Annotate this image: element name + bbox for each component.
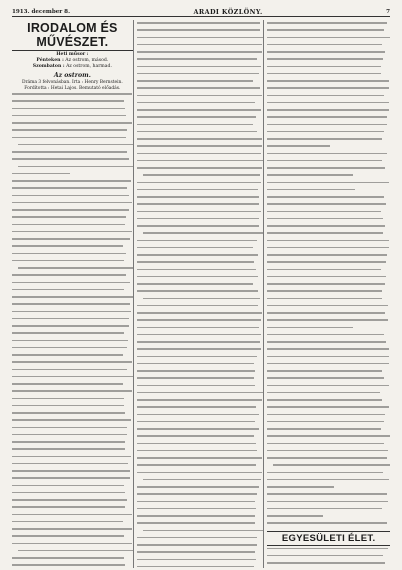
text-line (137, 58, 264, 63)
schedule-line-2: Szombaton : Az ostrom, harmad. (32, 64, 112, 69)
text-line (12, 354, 133, 359)
society-section-title: EGYESÜLETI ÉLET. (267, 531, 390, 546)
text-line (137, 472, 264, 477)
text-line (267, 203, 390, 208)
text-line (137, 464, 264, 469)
text-line (267, 356, 390, 361)
text-line (267, 225, 390, 230)
text-line (12, 303, 133, 308)
text-line (267, 334, 390, 339)
text-line (12, 115, 133, 120)
text-line (267, 160, 390, 165)
columns (12, 20, 390, 568)
text-line (267, 73, 390, 78)
text-line (137, 124, 264, 129)
text-line (12, 158, 133, 163)
running-header (12, 7, 390, 17)
text-line (267, 464, 390, 469)
text-line (137, 530, 264, 535)
text-line (267, 555, 390, 560)
text-line (12, 427, 133, 432)
text-line (12, 325, 133, 330)
text-line (267, 22, 390, 27)
text-line (137, 203, 264, 208)
text-line (267, 363, 390, 368)
text-line (12, 332, 133, 337)
text-line (12, 137, 133, 142)
review-credit: Dráma 3 felvonásban. Irta : Henry Bernstein. Fordította : Hetai Lajos. Bemutató előadás. (21, 80, 123, 91)
text-line (267, 109, 390, 114)
text-line (267, 472, 390, 477)
text-line (267, 269, 390, 274)
text-line (137, 399, 264, 404)
text-line (137, 493, 264, 498)
text-line (12, 492, 133, 497)
right-body-text-bottom (267, 548, 390, 569)
text-line (137, 51, 264, 56)
text-line (137, 269, 264, 274)
text-line (137, 73, 264, 78)
text-line (267, 116, 390, 121)
text-line (267, 189, 390, 194)
column-left (12, 20, 133, 568)
text-line (137, 421, 264, 426)
text-line (267, 51, 390, 56)
text-line (137, 443, 264, 448)
text-line (137, 131, 264, 136)
text-line (12, 274, 133, 279)
text-line (267, 548, 390, 553)
text-line (267, 428, 390, 433)
text-line (267, 508, 390, 513)
text-line (267, 414, 390, 419)
text-line (12, 289, 133, 294)
text-line (267, 486, 390, 491)
text-line (267, 327, 390, 332)
text-line (137, 377, 264, 382)
text-line (267, 153, 390, 158)
text-line (12, 535, 133, 540)
text-line (137, 189, 264, 194)
text-line (267, 562, 390, 567)
text-line (137, 95, 264, 100)
text-line (137, 544, 264, 549)
text-line (137, 102, 264, 107)
text-line (267, 276, 390, 281)
text-line (137, 87, 264, 92)
text-line (137, 566, 264, 568)
middle-body-text (137, 22, 264, 568)
text-line (12, 108, 133, 113)
text-line (137, 44, 264, 49)
text-line (12, 180, 133, 185)
text-line (267, 283, 390, 288)
text-line (12, 463, 133, 468)
text-line (12, 253, 133, 258)
text-line (267, 44, 390, 49)
text-line (12, 390, 133, 395)
text-line (137, 298, 264, 303)
text-line (267, 196, 390, 201)
paper-title: ARADI KÖZLÖNY. (193, 7, 263, 16)
text-line (267, 443, 390, 448)
text-line (137, 109, 264, 114)
text-line (12, 521, 133, 526)
text-line (267, 240, 390, 245)
text-line (137, 537, 264, 542)
text-line (12, 369, 133, 374)
text-line (12, 151, 133, 156)
text-line (267, 435, 390, 440)
text-line (137, 450, 264, 455)
schedule-line-1: Pénteken : Az ostrom, másod. (36, 58, 109, 63)
text-line (137, 196, 264, 201)
text-line (12, 528, 133, 533)
text-line (267, 167, 390, 172)
text-line (137, 370, 264, 375)
text-line (267, 138, 390, 143)
text-line (137, 457, 264, 462)
text-line (12, 187, 133, 192)
text-line (12, 216, 133, 221)
text-line (137, 145, 264, 150)
text-line (12, 93, 133, 98)
text-line (267, 174, 390, 179)
text-line (137, 334, 264, 339)
text-line (267, 392, 390, 397)
text-line (267, 80, 390, 85)
text-line (267, 305, 390, 310)
text-line (137, 174, 264, 179)
text-line (12, 376, 133, 381)
text-line (137, 501, 264, 506)
text-line (137, 508, 264, 513)
text-line (12, 477, 133, 482)
text-line (267, 450, 390, 455)
text-line (137, 232, 264, 237)
text-line (137, 414, 264, 419)
text-line (12, 260, 133, 265)
text-line (267, 522, 390, 527)
column-middle (133, 20, 264, 568)
text-line (267, 29, 390, 34)
text-line (267, 131, 390, 136)
text-line (12, 231, 133, 236)
text-line (267, 406, 390, 411)
text-line (12, 224, 133, 229)
text-line (12, 166, 133, 171)
text-line (267, 501, 390, 506)
text-line (137, 211, 264, 216)
text-line (12, 412, 133, 417)
text-line (12, 173, 133, 178)
text-line (137, 261, 264, 266)
text-line (12, 550, 133, 555)
page-number: 7 (386, 8, 390, 15)
text-line (12, 195, 133, 200)
text-line (12, 557, 133, 562)
arts-section-title: IRODALOM ÉS MŰVÉSZET. (12, 21, 133, 51)
text-line (267, 385, 390, 390)
text-line (267, 348, 390, 353)
text-line (267, 290, 390, 295)
text-line (267, 37, 390, 42)
text-line (267, 218, 390, 223)
text-line (12, 129, 133, 134)
text-line (267, 515, 390, 520)
text-line (267, 95, 390, 100)
right-body-text-top (267, 22, 390, 528)
text-line (12, 282, 133, 287)
text-line (137, 225, 264, 230)
text-line (137, 385, 264, 390)
text-line (137, 356, 264, 361)
text-line (267, 377, 390, 382)
text-line (267, 399, 390, 404)
text-line (12, 485, 133, 490)
text-line (137, 218, 264, 223)
text-line (137, 341, 264, 346)
text-line (12, 100, 133, 105)
issue-date: 1913. december 8. (12, 8, 71, 15)
text-line (137, 160, 264, 165)
text-line (137, 348, 264, 353)
text-line (12, 564, 133, 568)
text-line (267, 145, 390, 150)
text-line (267, 232, 390, 237)
text-line (12, 209, 133, 214)
text-line (267, 370, 390, 375)
text-line (267, 102, 390, 107)
text-line (137, 319, 264, 324)
text-line (137, 29, 264, 34)
text-line (12, 499, 133, 504)
text-line (12, 419, 133, 424)
text-line (137, 80, 264, 85)
text-line (267, 319, 390, 324)
text-line (267, 124, 390, 129)
text-line (137, 486, 264, 491)
text-line (12, 311, 133, 316)
text-line (12, 506, 133, 511)
text-line (137, 138, 264, 143)
text-line (267, 254, 390, 259)
text-line (267, 312, 390, 317)
text-line (12, 543, 133, 548)
text-line (267, 341, 390, 346)
text-line (267, 298, 390, 303)
text-line (267, 261, 390, 266)
text-line (12, 456, 133, 461)
text-line (137, 276, 264, 281)
text-line (137, 66, 264, 71)
text-line (137, 406, 264, 411)
text-line (12, 383, 133, 388)
text-line (12, 361, 133, 366)
text-line (12, 434, 133, 439)
text-line (12, 347, 133, 352)
text-line (137, 290, 264, 295)
text-line (137, 240, 264, 245)
text-line (137, 515, 264, 520)
column-right (263, 20, 390, 568)
text-line (137, 153, 264, 158)
text-line (267, 479, 390, 484)
text-line (267, 457, 390, 462)
text-line (137, 312, 264, 317)
text-line (12, 398, 133, 403)
text-line (267, 87, 390, 92)
week-label: Heti műsor : (56, 52, 89, 57)
text-line (137, 392, 264, 397)
text-line (137, 167, 264, 172)
text-line (12, 245, 133, 250)
text-line (12, 267, 133, 272)
text-line (12, 318, 133, 323)
text-line (137, 283, 264, 288)
text-line (267, 58, 390, 63)
review-title: Az ostrom. (53, 72, 91, 79)
text-line (137, 428, 264, 433)
text-line (12, 514, 133, 519)
text-line (267, 66, 390, 71)
text-line (12, 405, 133, 410)
text-line (137, 116, 264, 121)
text-line (12, 202, 133, 207)
text-line (12, 470, 133, 475)
text-line (137, 182, 264, 187)
text-line (137, 522, 264, 527)
review-body-text (12, 93, 133, 568)
text-line (12, 122, 133, 127)
text-line (137, 551, 264, 556)
text-line (267, 247, 390, 252)
text-line (137, 327, 264, 332)
text-line (12, 238, 133, 243)
text-line (137, 559, 264, 564)
text-line (137, 22, 264, 27)
text-line (137, 254, 264, 259)
text-line (12, 144, 133, 149)
text-line (137, 247, 264, 252)
text-line (12, 448, 133, 453)
text-line (267, 211, 390, 216)
text-line (137, 305, 264, 310)
text-line (137, 363, 264, 368)
text-line (137, 435, 264, 440)
text-line (12, 296, 133, 301)
text-line (267, 493, 390, 498)
text-line (267, 182, 390, 187)
text-line (12, 340, 133, 345)
text-line (12, 441, 133, 446)
text-line (267, 421, 390, 426)
text-line (137, 37, 264, 42)
text-line (137, 479, 264, 484)
